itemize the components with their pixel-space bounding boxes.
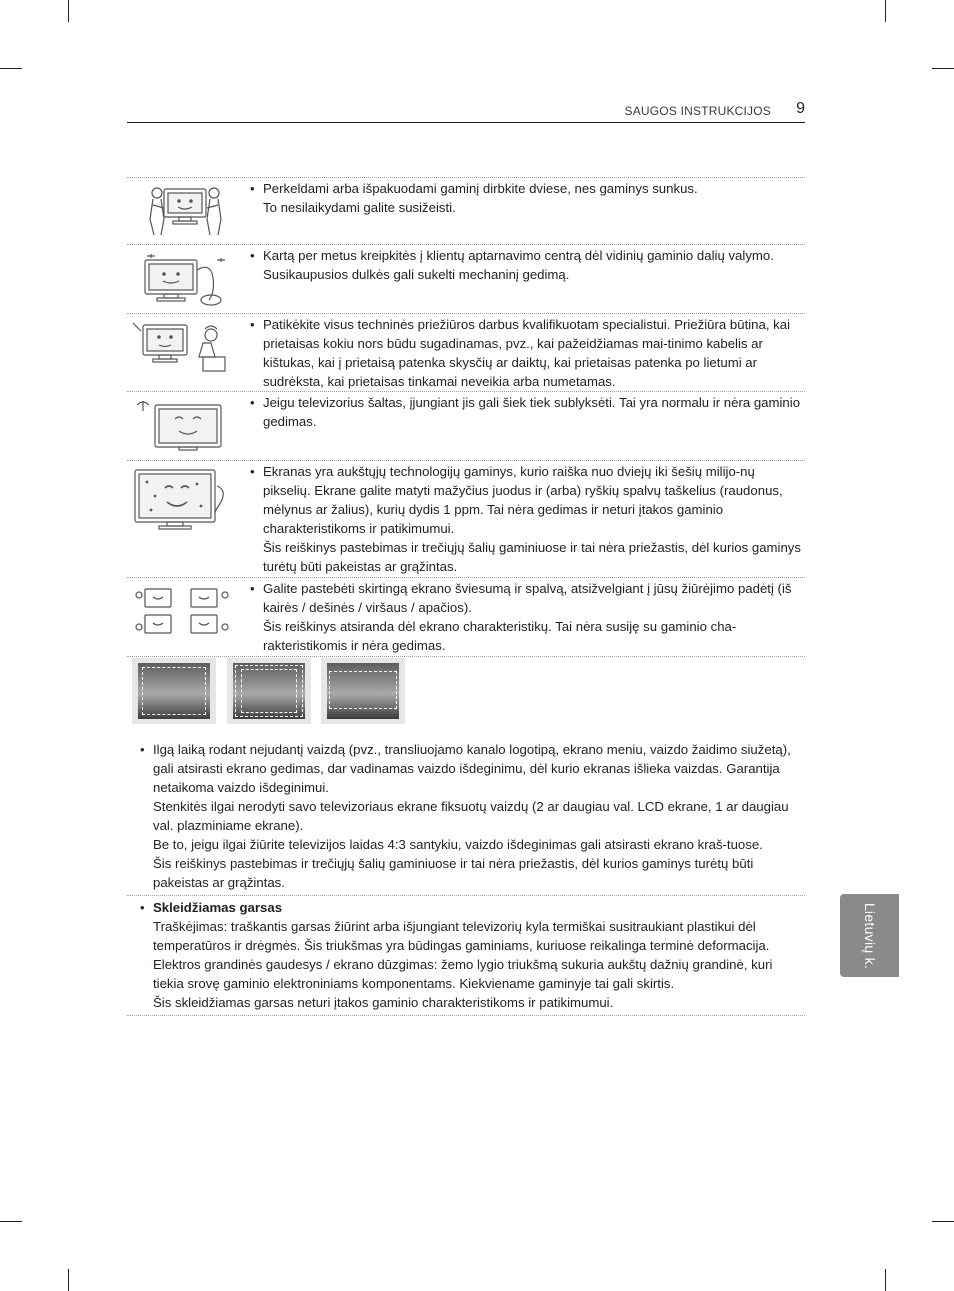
tv-vacuum-cleaning-icon <box>131 250 236 313</box>
safety-rows <box>127 177 805 657</box>
safety-row <box>127 313 805 391</box>
crop-mark <box>932 68 954 69</box>
page-header <box>127 100 805 123</box>
bullet-item: • Ekranas yra aukštųjų technologijų gaminys, kurio raiška nuo dviejų iki šešių milijo-nų pikselių. Ekrane galite matyti mažyčius juodus ir (arba) ryškių spalvų taškelius (raudonus, mėlynus ar žalius), kurių dydis 1 ppm. Tai nėra gedimas ir neturi įtakos gaminio charakteristikoms ir patikimumui. Šis reiškinys pastebimas ir trečiųjų šalių gaminiuose ir tai nėra priežastis, dėl kurios gaminys turėtų būti pakeistas ar grąžintas. <box>249 462 805 576</box>
burn-in-block <box>127 738 805 895</box>
bullet-item: • Galite pastebėti skirtingą ekrano šviesumą ir spalvą, atsižvelgiant į jūsų žiūrėjimo padėtį (iš kairės / dešinės / viršaus / apačios). Šis reiškinys atsiranda dėl ekrano charakteristikų. Tai nėra susiję su gaminio cha-rakteristikomis ir nėra gedimas. <box>249 579 805 655</box>
language-side-tab <box>840 894 899 977</box>
safety-row <box>127 577 805 657</box>
burn-in-full-frame-icon <box>132 658 216 724</box>
burn-in-thumbnails <box>132 658 432 724</box>
row-text <box>249 245 805 284</box>
row-text <box>249 314 805 391</box>
bullet-item: • Patikėkite visus techninės priežiūros darbus kvalifikuotam specialistui. Priežiūra būtina, kai prietaisas kokiu nors būdu sugadinamas, pvz., kai pažeidžiamas mai-tinimo kabelis ar kištukas, kai į prietaisą patenka skysčių ar daiktų, kai prietaisas patenka po lietumi ar sudrėksta, kai prietaisas tinkamai neveikia arba numetamas. <box>249 315 805 391</box>
bullet-item: • Jeigu televizorius šaltas, įjungiant jis gali šiek tiek sublyksėti. Tai yra normalu ir nėra gaminio gedimas. <box>249 393 805 431</box>
crop-mark <box>68 1269 69 1291</box>
burn-in-4-3-frame-icon <box>227 658 311 724</box>
divider <box>127 1015 805 1016</box>
safety-row <box>127 460 805 577</box>
burn-in-letterbox-frame-icon <box>321 658 405 724</box>
bullet-item: • Skleidžiamas garsas Traškėjimas: traškantis garsas žiūrint arba išjungiant televizorių kyla termiškai susitraukiant plastikui dėl temperatūros ir drėgmės. Šis triukšmas yra būdingas gaminiams, kuriuose reikalinga terminė deformacija. Elektros grandinės gaudesys / ekrano dūzgimas: žemo lygio triukšmą sukuria aukštų dažnių grandinė, kuri tiekia srovę gaminio elektroniniams komponentams. Kiekviename gaminyje tai gali skirtis. Šis skleidžiamas garsas neturi įtakos gaminio charakteristikoms ir patikimumui. <box>139 898 805 1012</box>
row-text <box>249 578 805 655</box>
crop-mark <box>885 1269 886 1291</box>
crop-mark <box>0 68 22 69</box>
row-text <box>249 392 805 431</box>
page-number: 9 <box>796 100 805 117</box>
safety-row <box>127 244 805 313</box>
crop-mark <box>68 0 69 22</box>
bullet-item: • Perkeldami arba išpakuodami gaminį dirbkite dviese, nes gaminys sunkus. To nesilaikydami galite susižeisti. <box>249 179 805 217</box>
crop-mark <box>885 0 886 22</box>
row-text <box>249 461 805 576</box>
tv-pixels-icon <box>131 466 236 537</box>
lower-section <box>127 738 805 1016</box>
bullet-item: • Kartą per metus kreipkitės į klientų aptarnavimo centrą dėl vidinių gaminio dalių valymo. Susikaupusios dulkės gali sukelti mechaninį gedimą. <box>249 246 805 284</box>
bullet-item: • Ilgą laiką rodant nejudantį vaizdą (pvz., transliuojamo kanalo logotipą, ekrano meniu, vaizdo žaidimo siužetą), gali atsirasti ekrano gedimas, dar vadinamas vaizdo išdeginimu, dėl kurio ekranas išlieka vaizdas. Garantija netaikoma vaizdo išdeginimui. Stenkitės ilgai nerodyti savo televizoriaus ekrane fiksuotų vaizdų (2 ar daugiau val. LCD ekrane, 1 ar daugiau val. plazminiame ekrane). Be to, jeigu ilgai žiūrite televizijos laidas 4:3 santykiu, vaizdo išdeginimas gali atsirasti ekrano kraš-tuose. Šis reiškinys pastebimas ir trečiųjų šalių gaminiuose ir tai nėra priežastis, dėl kurios gaminys turėtų būti pakeistas ar grąžintas. <box>139 740 805 892</box>
viewing-angle-tvs-icon <box>131 583 236 646</box>
language-label: Lietuvių k. <box>861 902 878 969</box>
people-carrying-tv-icon <box>131 183 236 244</box>
cold-tv-flicker-icon <box>131 397 236 460</box>
crop-mark <box>0 1221 22 1222</box>
row-text <box>249 178 805 217</box>
safety-row <box>127 391 805 460</box>
noise-block <box>127 896 805 1015</box>
safety-row <box>127 177 805 244</box>
section-title: SAUGOS INSTRUKCIJOS <box>624 104 771 118</box>
noise-title: • Skleidžiamas garsas <box>153 900 283 915</box>
crop-mark <box>932 1221 954 1222</box>
tv-service-technician-icon <box>131 319 236 382</box>
